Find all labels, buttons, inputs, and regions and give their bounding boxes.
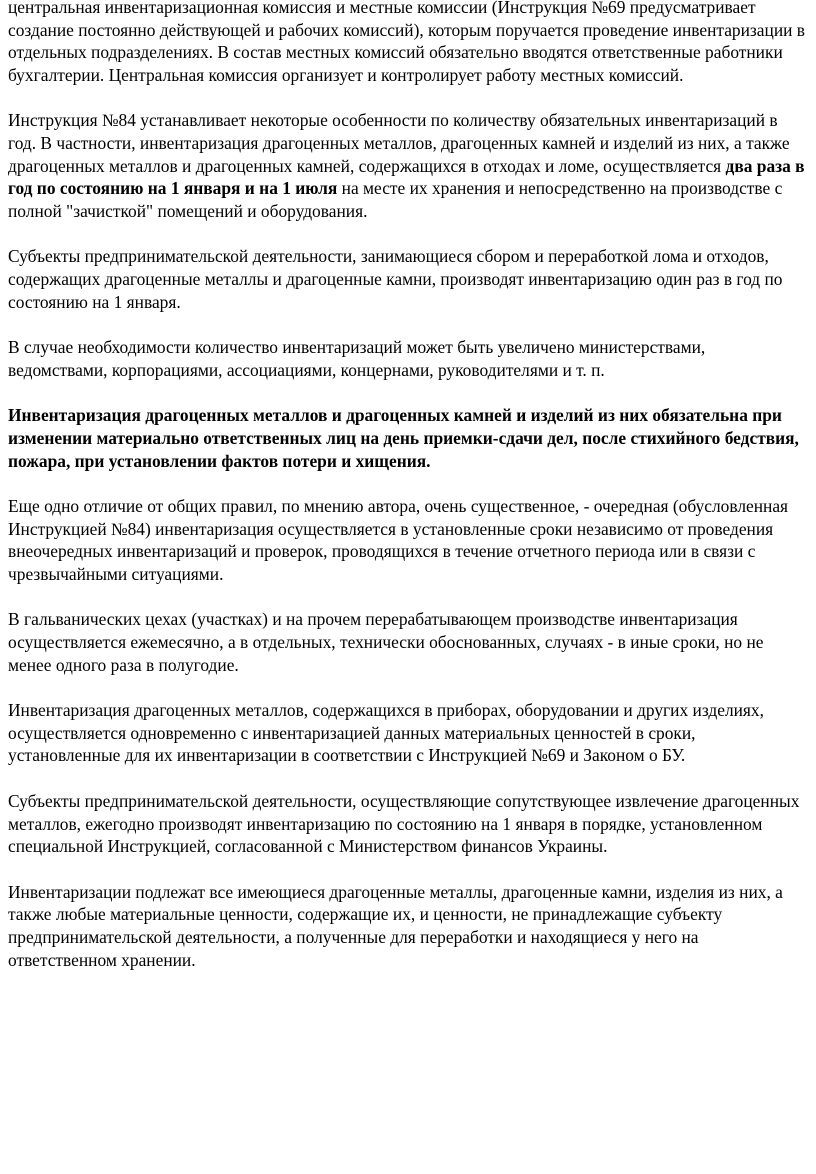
paragraph-instruction-84-text-before: Инструкция №84 устанавливает некоторые особенности по количеству обязательных инвентаризаций в год. В частности, инвентаризация драгоценных металлов, драгоценных камней и изделий из них, а также драгоценных металлов и драгоценных камней, содержащихся в отходах и ломе, осуществляется — [8, 110, 790, 176]
paragraph-mandatory-inventory: Инвентаризация драгоценных металлов и драгоценных камней и изделий из них обязательна при изменении материально ответственных лиц на день приемки-сдачи дел, после стихийного бедствия, пожара, при установлении фактов потери и хищения. — [8, 405, 799, 471]
document-body — [8, 0, 808, 994]
paragraph-extraction: Субъекты предпринимательской деятельности, осуществляющие сопутствующее извлечение драгоценных металлов, ежегодно производят инвентаризацию по состоянию на 1 января в порядке, установленном специальной Инструкцией, согласованной с Министерством финансов Украины. — [8, 791, 800, 857]
paragraph-metals-in-devices: Инвентаризация драгоценных металлов, содержащихся в приборах, оборудовании и других изделиях, осуществляется одновременно с инвентаризацией данных материальных ценностей в сроки, установленные для их инвентаризации в соответствии с Инструкцией №69 и Законом о БУ. — [8, 700, 764, 766]
paragraph-instruction-84 — [8, 109, 808, 222]
paragraph-instruction-84-bold-dates: два раза в год по состоянию на 1 января и на 1 июля — [8, 155, 805, 199]
paragraph-galvanic-shops: В гальванических цехах (участках) и на прочем перерабатывающем производстве инвентаризация осуществляется ежемесячно, а в отдельных, технически обоснованных, случаях - в иные сроки, но не менее одного раза в полугодие. — [8, 609, 764, 675]
paragraph-instruction-84-text-after: на месте их хранения и непосредственно на производстве с полной "зачисткой" помещений и оборудования. — [8, 178, 783, 221]
paragraph-inventory-increase: В случае необходимости количество инвентаризаций может быть увеличено министерствами, ведомствами, корпорациями, ассоциациями, концернами, руководителями и т. п. — [8, 337, 706, 380]
paragraph-commissions: центральная инвентаризационная комиссия и местные комиссии (Инструкция №69 предусматривает создание постоянно действующей и рабочих комиссий), которым поручается проведение инвентаризации в отдельных подразделениях. В состав местных комиссий обязательно вводятся ответственные работники бухгалтерии. Центральная комиссия организует и контролирует работу местных комиссий. — [8, 0, 806, 85]
paragraph-scrap-processing: Субъекты предпринимательской деятельности, занимающиеся сбором и переработкой лома и отходов, содержащих драгоценные металлы и драгоценные камни, производят инвентаризацию один раз в год по состоянию на 1 января. — [8, 246, 783, 312]
paragraph-subject-to-inventory: Инвентаризации подлежат все имеющиеся драгоценные металлы, драгоценные камни, изделия из них, а также любые материальные ценности, содержащие их, и ценности, не принадлежащие субъекту предпринимательской деятельности, а полученные для переработки и находящиеся у него на ответственном хранении. — [8, 881, 783, 970]
paragraph-regular-inventory: Еще одно отличие от общих правил, по мнению автора, очень существенное, - очередная (обусловленная Инструкцией №84) инвентаризация осуществляется в установленные сроки независимо от проведения внеочередных инвентаризаций и проверок, проводящихся в течение отчетного периода или в связи с чрезвычайными ситуациями. — [8, 496, 789, 584]
